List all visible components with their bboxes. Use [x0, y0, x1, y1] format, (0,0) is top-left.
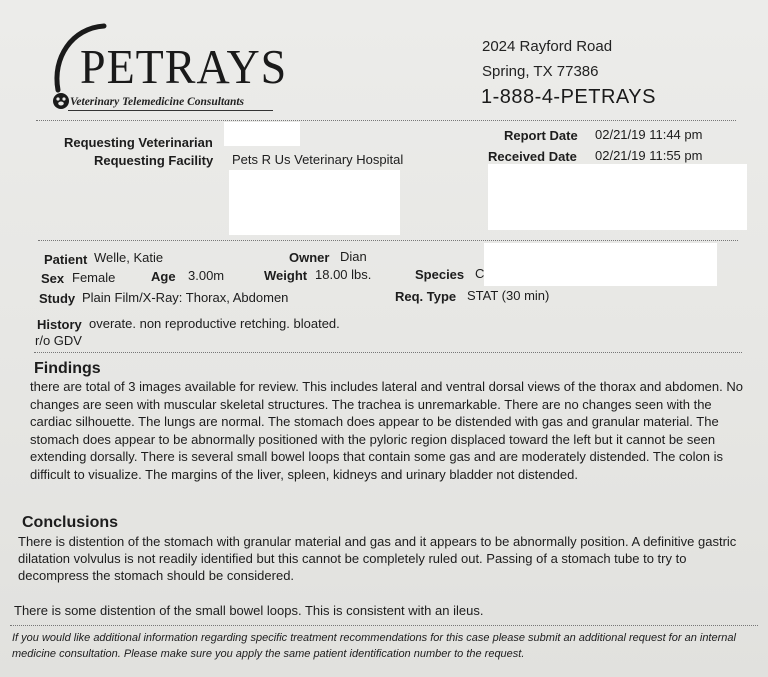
address-line1: 2024 Rayford Road [482, 38, 613, 55]
received-date-value: 02/21/19 11:55 pm [595, 148, 703, 163]
patient-value: Welle, Katie [94, 250, 164, 265]
conclusions-ileus: There is some distention of the small bowel loops. This is consistent with an ileus. [14, 603, 484, 618]
conclusions-text: There is distention of the stomach with granular material and gas and it appears to be abnormally position. A definitive gastric dilatation volvulus is not readily identified but this cannot be completely ruled out. Passing of a stomach tube to try to decompress the stomach should be considered. [18, 534, 737, 583]
received-date-label: Received Date [488, 149, 577, 164]
divider [34, 352, 742, 353]
owner-value: Dian [340, 249, 367, 264]
report-date-value: 02/21/19 11:44 pm [595, 127, 703, 142]
weight-label: Weight [264, 268, 308, 283]
requesting-vet-label: Requesting Veterinarian [64, 135, 213, 150]
owner-label: Owner [289, 250, 330, 265]
study-value: Plain Film/X-Ray: Thorax, Abdomen [82, 290, 289, 305]
species-label: Species [415, 267, 465, 282]
divider [10, 625, 758, 626]
redaction-box [484, 243, 717, 286]
requesting-facility-value: Pets R Us Veterinary Hospital [232, 152, 404, 167]
requesting-facility-label: Requesting Facility [94, 153, 214, 168]
age-value: 3.00m [188, 268, 225, 283]
species-value: C [475, 266, 485, 281]
weight-value: 18.00 lbs. [315, 267, 372, 282]
redaction-box [224, 122, 300, 146]
report-date-label: Report Date [504, 128, 578, 143]
history-value-line2: r/o GDV [35, 333, 82, 348]
redaction-box [229, 170, 400, 235]
findings-text: there are total of 3 images available for review. This includes lateral and ventral dorsal views of the thorax and abdomen. No changes are seen with muscular skeletal structures. The trachea is unremarkable. There are no changes seen with the cardiac silhouette. The lungs are normal. The stomach does appear to be distended with gas and granular material. The stomach does appear to be abnormally positioned with the pyloric region displaced toward the left but it cannot be seen extending dorsally. There is several small bowel loops that contain some gas and are moderately distended. The colon is difficult to visualize. The margins of the liver, spleen, kidneys and urinary bladder not distended. [30, 379, 743, 482]
divider [38, 240, 738, 241]
sex-value: Female [72, 270, 116, 285]
redaction-box [488, 164, 747, 230]
req-type-label: Req. Type [395, 289, 457, 304]
history-value: overate. non reproductive retching. bloated. [89, 316, 340, 331]
conclusions-heading: Conclusions [22, 514, 119, 531]
logo-text: PETRAYS [80, 39, 288, 94]
sex-label: Sex [41, 271, 65, 286]
logo-subtitle: Veterinary Telemedicine Consultants [70, 96, 245, 108]
logo-underline [68, 110, 273, 111]
paw-icon [52, 92, 70, 110]
divider [36, 120, 736, 121]
study-label: Study [39, 291, 76, 306]
findings-heading: Findings [34, 360, 101, 377]
phone-number: 1-888-4-PETRAYS [481, 86, 656, 108]
patient-label: Patient [44, 252, 88, 267]
footer-note: If you would like additional information regarding specific treatment recommendations for this case please submit an additional request for an internal medicine consultation. Please make sure you apply the same patient identification number to the request. [12, 632, 736, 660]
age-label: Age [151, 269, 176, 284]
history-label: History [37, 317, 82, 332]
address-line2: Spring, TX 77386 [482, 63, 599, 80]
req-type-value: STAT (30 min) [467, 288, 550, 303]
